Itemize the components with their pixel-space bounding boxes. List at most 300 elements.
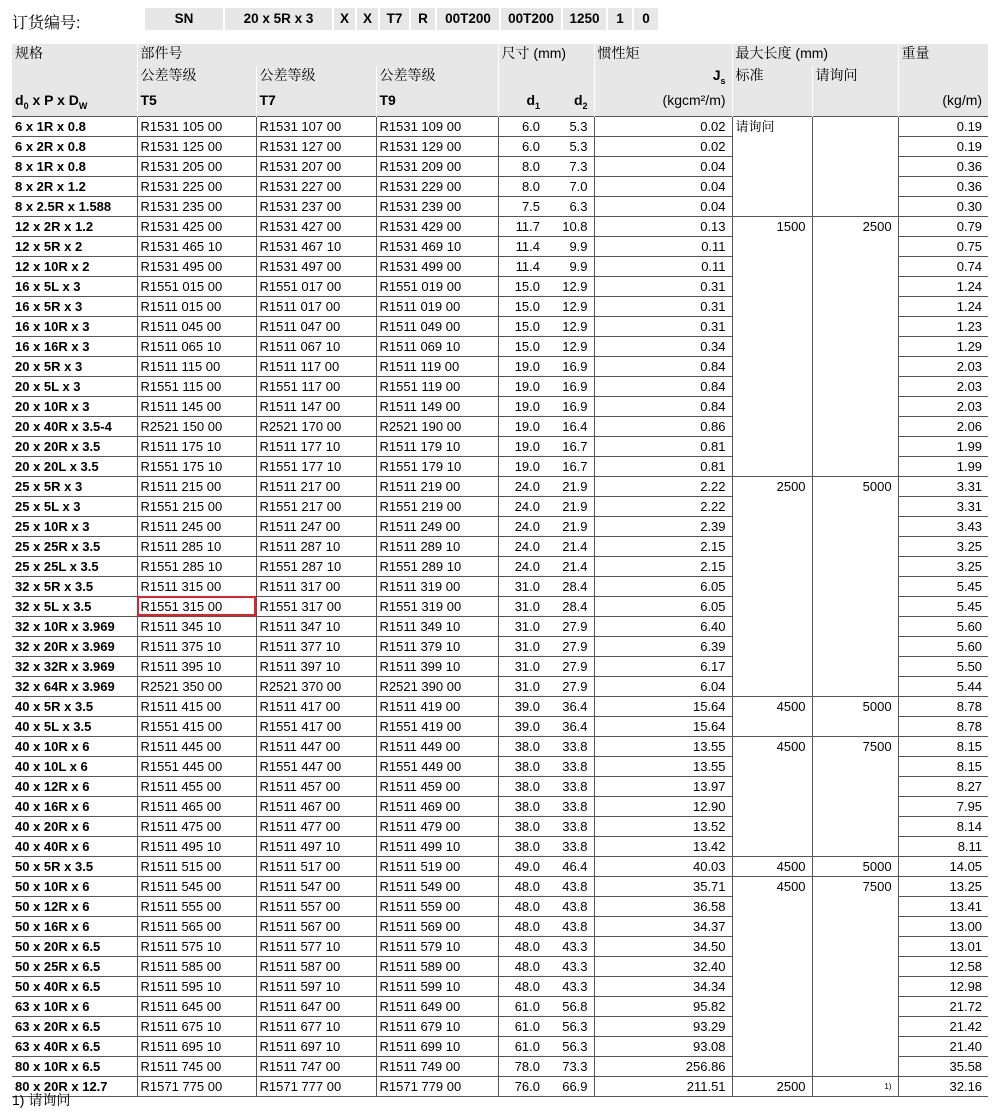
cell-inertia: 32.40 [594, 956, 732, 976]
cell-part-t5: R1551 015 00 [137, 276, 256, 296]
cell-d2: 33.8 [546, 756, 594, 776]
cell-length-ask: 5000 [812, 856, 898, 876]
cell-inertia: 6.17 [594, 656, 732, 676]
cell-part-t9: R1551 219 00 [376, 496, 498, 516]
cell-d2: 73.3 [546, 1056, 594, 1076]
cell-part-t9: R1511 499 10 [376, 836, 498, 856]
cell-d2: 56.3 [546, 1036, 594, 1056]
cell-part-t9: R1551 179 10 [376, 456, 498, 476]
cell-part-t7: R1511 047 00 [256, 316, 376, 336]
cell-part-t7: R1531 127 00 [256, 136, 376, 156]
cell-part-t7: R1551 287 10 [256, 556, 376, 576]
cell-part-t5: R1511 575 10 [137, 936, 256, 956]
cell-d1: 24.0 [498, 496, 546, 516]
cell-weight: 1.29 [898, 336, 988, 356]
cell-d1: 38.0 [498, 736, 546, 756]
cell-weight: 5.50 [898, 656, 988, 676]
cell-part-t7: R1511 647 00 [256, 996, 376, 1016]
cell-d1: 8.0 [498, 156, 546, 176]
cell-part-t9: R1511 019 00 [376, 296, 498, 316]
cell-inertia: 0.84 [594, 376, 732, 396]
cell-part-t7: R1511 517 00 [256, 856, 376, 876]
cell-d2: 16.7 [546, 456, 594, 476]
cell-d2: 43.3 [546, 956, 594, 976]
cell-weight: 13.01 [898, 936, 988, 956]
cell-inertia: 0.31 [594, 276, 732, 296]
cell-part-t9: R2521 190 00 [376, 416, 498, 436]
cell-inertia: 6.05 [594, 576, 732, 596]
cell-part-t5: R1551 315 00 [137, 596, 256, 616]
cell-weight: 0.36 [898, 176, 988, 196]
cell-inertia: 0.31 [594, 296, 732, 316]
cell-part-t9: R1511 549 00 [376, 876, 498, 896]
cell-spec: 40 x 5R x 3.5 [12, 696, 137, 716]
cell-part-t7: R1511 397 10 [256, 656, 376, 676]
cell-part-t7: R1511 377 10 [256, 636, 376, 656]
cell-spec: 32 x 32R x 3.969 [12, 656, 137, 676]
table-row [12, 216, 988, 236]
header-inertia-unit: (kgcm²/m) [594, 91, 732, 116]
footnote: 1) 请询问 [12, 1092, 71, 1108]
cell-part-t5: R1551 415 00 [137, 716, 256, 736]
cell-part-t5: R1551 215 00 [137, 496, 256, 516]
cell-weight: 5.44 [898, 676, 988, 696]
cell-inertia: 12.90 [594, 796, 732, 816]
cell-d1: 38.0 [498, 796, 546, 816]
cell-inertia: 0.13 [594, 216, 732, 236]
cell-length-ask: 5000 [812, 696, 898, 736]
cell-part-t7: R1511 467 00 [256, 796, 376, 816]
cell-weight: 1.24 [898, 296, 988, 316]
cell-part-t9: R1511 399 10 [376, 656, 498, 676]
cell-d1: 24.0 [498, 556, 546, 576]
cell-d1: 38.0 [498, 776, 546, 796]
cell-spec: 32 x 5L x 3.5 [12, 596, 137, 616]
cell-d2: 56.8 [546, 996, 594, 1016]
cell-part-t7: R1511 477 00 [256, 816, 376, 836]
cell-part-t9: R1551 419 00 [376, 716, 498, 736]
cell-spec: 16 x 5R x 3 [12, 296, 137, 316]
cell-part-t9: R1511 249 00 [376, 516, 498, 536]
cell-d2: 56.3 [546, 1016, 594, 1036]
cell-part-t9: R1511 589 00 [376, 956, 498, 976]
cell-part-t9: R1531 209 00 [376, 156, 498, 176]
cell-part-t9: R1511 149 00 [376, 396, 498, 416]
cell-inertia: 0.11 [594, 236, 732, 256]
cell-spec: 32 x 10R x 3.969 [12, 616, 137, 636]
cell-part-t7: R1531 107 00 [256, 116, 376, 136]
cell-part-t5: R2521 150 00 [137, 416, 256, 436]
cell-part-t7: R1511 697 10 [256, 1036, 376, 1056]
cell-inertia: 6.05 [594, 596, 732, 616]
cell-part-t7: R1511 587 00 [256, 956, 376, 976]
cell-d1: 49.0 [498, 856, 546, 876]
header-spec-unit: $d_0$ x P x $D_W$ [12, 91, 137, 116]
header-blank [546, 66, 594, 91]
cell-d1: 8.0 [498, 176, 546, 196]
cell-part-t9: R1511 519 00 [376, 856, 498, 876]
cell-d2: 5.3 [546, 136, 594, 156]
table-row [12, 736, 988, 756]
cell-part-t7: R1511 247 00 [256, 516, 376, 536]
table-row [12, 696, 988, 716]
cell-inertia: 6.40 [594, 616, 732, 636]
cell-inertia: 2.22 [594, 476, 732, 496]
cell-part-t7: R1531 427 00 [256, 216, 376, 236]
cell-part-t7: R1511 217 00 [256, 476, 376, 496]
cell-spec: 50 x 20R x 6.5 [12, 936, 137, 956]
cell-part-t7: R1511 577 10 [256, 936, 376, 956]
cell-part-t5: R1531 235 00 [137, 196, 256, 216]
cell-d1: 48.0 [498, 976, 546, 996]
cell-part-t9: R1511 649 00 [376, 996, 498, 1016]
cell-weight: 5.60 [898, 616, 988, 636]
cell-inertia: 0.34 [594, 336, 732, 356]
cell-d2: 12.9 [546, 316, 594, 336]
cell-d2: 43.3 [546, 976, 594, 996]
cell-spec: 32 x 20R x 3.969 [12, 636, 137, 656]
cell-part-t7: R1511 597 10 [256, 976, 376, 996]
header-ask: 请询问 [812, 66, 898, 91]
cell-part-t9: R1511 569 00 [376, 916, 498, 936]
cell-d2: 43.8 [546, 876, 594, 896]
cell-part-t5: R1531 465 10 [137, 236, 256, 256]
cell-part-t7: R1511 567 00 [256, 916, 376, 936]
cell-inertia: 0.84 [594, 396, 732, 416]
cell-part-t5: R1531 425 00 [137, 216, 256, 236]
cell-d2: 27.9 [546, 676, 594, 696]
cell-d1: 38.0 [498, 756, 546, 776]
order-code-cell: X [334, 8, 355, 30]
cell-d2: 43.8 [546, 916, 594, 936]
cell-weight: 0.19 [898, 136, 988, 156]
cell-length-standard: 1500 [732, 216, 812, 476]
cell-part-t7: R1551 447 00 [256, 756, 376, 776]
cell-weight: 13.41 [898, 896, 988, 916]
cell-part-t7: R1511 287 10 [256, 536, 376, 556]
cell-part-t5: R1511 445 00 [137, 736, 256, 756]
cell-weight: 3.31 [898, 476, 988, 496]
cell-d1: 48.0 [498, 896, 546, 916]
cell-inertia: 13.55 [594, 736, 732, 756]
cell-weight: 8.15 [898, 756, 988, 776]
cell-part-t9: R2521 390 00 [376, 676, 498, 696]
cell-part-t5: R1511 215 00 [137, 476, 256, 496]
cell-part-t7: R1551 017 00 [256, 276, 376, 296]
cell-inertia: 93.29 [594, 1016, 732, 1036]
cell-part-t5: R1511 175 10 [137, 436, 256, 456]
cell-d2: 33.8 [546, 796, 594, 816]
cell-spec: 50 x 12R x 6 [12, 896, 137, 916]
cell-part-t7: R1531 227 00 [256, 176, 376, 196]
cell-weight: 12.98 [898, 976, 988, 996]
cell-inertia: 2.15 [594, 536, 732, 556]
cell-part-t7: R1511 067 10 [256, 336, 376, 356]
cell-part-t5: R1511 415 00 [137, 696, 256, 716]
cell-spec: 16 x 16R x 3 [12, 336, 137, 356]
cell-part-t7: R1551 317 00 [256, 596, 376, 616]
cell-d2: 33.8 [546, 816, 594, 836]
cell-length-ask: 7500 [812, 876, 898, 1076]
cell-part-t7: R1531 497 00 [256, 256, 376, 276]
cell-part-t9: R1531 229 00 [376, 176, 498, 196]
cell-d1: 31.0 [498, 596, 546, 616]
cell-d2: 12.9 [546, 296, 594, 316]
cell-d2: 33.8 [546, 776, 594, 796]
header-t5: T5 [137, 91, 256, 116]
header-blank [12, 66, 137, 91]
cell-part-t7: R1511 677 10 [256, 1016, 376, 1036]
cell-inertia: 0.81 [594, 456, 732, 476]
cell-part-t9: R1511 559 00 [376, 896, 498, 916]
cell-d2: 7.3 [546, 156, 594, 176]
cell-part-t9: R1531 129 00 [376, 136, 498, 156]
cell-d2: 33.8 [546, 736, 594, 756]
cell-weight: 14.05 [898, 856, 988, 876]
cell-spec: 32 x 5R x 3.5 [12, 576, 137, 596]
cell-d1: 15.0 [498, 316, 546, 336]
cell-part-t7: R1531 237 00 [256, 196, 376, 216]
cell-part-t7: R1511 497 10 [256, 836, 376, 856]
cell-inertia: 6.04 [594, 676, 732, 696]
cell-part-t7: R1551 217 00 [256, 496, 376, 516]
cell-inertia: 13.52 [594, 816, 732, 836]
cell-inertia: 13.97 [594, 776, 732, 796]
cell-inertia: 0.31 [594, 316, 732, 336]
cell-weight: 2.03 [898, 356, 988, 376]
cell-weight: 21.42 [898, 1016, 988, 1036]
cell-part-t9: R1511 699 10 [376, 1036, 498, 1056]
cell-spec: 20 x 5R x 3 [12, 356, 137, 376]
cell-part-t7: R2521 370 00 [256, 676, 376, 696]
cell-part-t5: R1511 285 10 [137, 536, 256, 556]
cell-part-t9: R1511 749 00 [376, 1056, 498, 1076]
cell-d2: 16.7 [546, 436, 594, 456]
cell-part-t9: R1511 599 10 [376, 976, 498, 996]
cell-weight: 3.31 [898, 496, 988, 516]
cell-weight: 21.72 [898, 996, 988, 1016]
cell-d2: 21.4 [546, 536, 594, 556]
cell-d1: 19.0 [498, 456, 546, 476]
cell-d2: 9.9 [546, 236, 594, 256]
cell-inertia: 6.39 [594, 636, 732, 656]
cell-weight: 13.25 [898, 876, 988, 896]
header-blank [498, 66, 546, 91]
cell-part-t9: R1551 449 00 [376, 756, 498, 776]
cell-d2: 16.9 [546, 356, 594, 376]
cell-inertia: 0.84 [594, 356, 732, 376]
cell-part-t9: R1511 469 00 [376, 796, 498, 816]
cell-d2: 28.4 [546, 596, 594, 616]
cell-spec: 25 x 25L x 3.5 [12, 556, 137, 576]
cell-part-t5: R1531 225 00 [137, 176, 256, 196]
cell-inertia: 15.64 [594, 696, 732, 716]
cell-part-t9: R1571 779 00 [376, 1076, 498, 1096]
order-code-cell: 00T200 [437, 8, 499, 30]
header-standard: 标准 [732, 66, 812, 91]
cell-spec: 50 x 16R x 6 [12, 916, 137, 936]
cell-weight: 0.75 [898, 236, 988, 256]
cell-d1: 6.0 [498, 136, 546, 156]
header-blank [812, 91, 898, 116]
header-max-length: 最大长度 (mm) [732, 44, 898, 66]
cell-part-t9: R1511 449 00 [376, 736, 498, 756]
cell-part-t5: R1551 115 00 [137, 376, 256, 396]
cell-length-standard: 请询问 [732, 116, 812, 216]
cell-spec: 6 x 1R x 0.8 [12, 116, 137, 136]
cell-part-t7: R1551 117 00 [256, 376, 376, 396]
cell-weight: 0.19 [898, 116, 988, 136]
header-tolerance-t5: 公差等级 [137, 66, 256, 91]
cell-inertia: 0.02 [594, 136, 732, 156]
cell-d2: 21.9 [546, 476, 594, 496]
cell-d2: 16.9 [546, 396, 594, 416]
cell-d2: 16.4 [546, 416, 594, 436]
cell-spec: 63 x 20R x 6.5 [12, 1016, 137, 1036]
cell-d1: 61.0 [498, 1036, 546, 1056]
cell-part-t7: R1511 457 00 [256, 776, 376, 796]
cell-d2: 21.9 [546, 516, 594, 536]
cell-part-t9: R1511 049 00 [376, 316, 498, 336]
header-d1: $d_1$ [498, 91, 546, 116]
cell-part-t5: R1531 125 00 [137, 136, 256, 156]
cell-d1: 15.0 [498, 336, 546, 356]
cell-spec: 50 x 25R x 6.5 [12, 956, 137, 976]
cell-weight: 8.78 [898, 716, 988, 736]
cell-d2: 36.4 [546, 716, 594, 736]
cell-part-t5: R1511 745 00 [137, 1056, 256, 1076]
cell-d1: 24.0 [498, 516, 546, 536]
cell-inertia: 34.50 [594, 936, 732, 956]
order-code-label: 订货编号: [12, 15, 81, 32]
cell-spec: 50 x 10R x 6 [12, 876, 137, 896]
cell-d1: 15.0 [498, 276, 546, 296]
cell-inertia: 256.86 [594, 1056, 732, 1076]
cell-spec: 63 x 10R x 6 [12, 996, 137, 1016]
header-tolerance-t9: 公差等级 [376, 66, 498, 91]
cell-d1: 48.0 [498, 936, 546, 956]
cell-part-t7: R1551 417 00 [256, 716, 376, 736]
cell-spec: 40 x 20R x 6 [12, 816, 137, 836]
header-dimensions: 尺寸 (mm) [498, 44, 594, 66]
cell-d2: 10.8 [546, 216, 594, 236]
cell-d1: 15.0 [498, 296, 546, 316]
cell-part-t9: R1511 289 10 [376, 536, 498, 556]
cell-d2: 12.9 [546, 276, 594, 296]
header-tolerance-t7: 公差等级 [256, 66, 376, 91]
cell-part-t7: R1511 317 00 [256, 576, 376, 596]
cell-length-standard: 4500 [732, 736, 812, 856]
cell-length-standard: 4500 [732, 876, 812, 1076]
cell-length-standard: 2500 [732, 1076, 812, 1096]
cell-part-t7: R1511 347 10 [256, 616, 376, 636]
header-blank [898, 66, 988, 91]
cell-weight: 1.23 [898, 316, 988, 336]
cell-weight: 32.16 [898, 1076, 988, 1096]
cell-weight: 1.99 [898, 436, 988, 456]
cell-inertia: 95.82 [594, 996, 732, 1016]
cell-part-t9: R1531 239 00 [376, 196, 498, 216]
cell-inertia: 0.02 [594, 116, 732, 136]
cell-inertia: 15.64 [594, 716, 732, 736]
table-row [12, 116, 988, 136]
cell-spec: 20 x 40R x 3.5-4 [12, 416, 137, 436]
cell-d2: 21.4 [546, 556, 594, 576]
cell-d1: 31.0 [498, 676, 546, 696]
cell-length-ask: 2500 [812, 216, 898, 476]
cell-spec: 25 x 5L x 3 [12, 496, 137, 516]
cell-spec: 6 x 2R x 0.8 [12, 136, 137, 156]
cell-d1: 31.0 [498, 656, 546, 676]
cell-part-t9: R1551 319 00 [376, 596, 498, 616]
cell-spec: 20 x 20L x 3.5 [12, 456, 137, 476]
cell-length-ask: 5000 [812, 476, 898, 696]
cell-d1: 31.0 [498, 616, 546, 636]
cell-part-t5: R1511 515 00 [137, 856, 256, 876]
cell-part-t5: R1551 445 00 [137, 756, 256, 776]
cell-weight: 0.36 [898, 156, 988, 176]
cell-d1: 61.0 [498, 1016, 546, 1036]
cell-weight: 8.11 [898, 836, 988, 856]
cell-d1: 19.0 [498, 396, 546, 416]
cell-part-t5: R1511 115 00 [137, 356, 256, 376]
order-code-cell: X [357, 8, 378, 30]
cell-part-t7: R1511 557 00 [256, 896, 376, 916]
cell-d1: 11.4 [498, 256, 546, 276]
cell-d1: 31.0 [498, 576, 546, 596]
cell-spec: 40 x 5L x 3.5 [12, 716, 137, 736]
cell-part-t5: R1511 065 10 [137, 336, 256, 356]
cell-length-standard: 2500 [732, 476, 812, 696]
cell-weight: 5.45 [898, 596, 988, 616]
cell-spec: 12 x 10R x 2 [12, 256, 137, 276]
order-code-cell: 1 [608, 8, 632, 30]
cell-part-t9: R1511 069 10 [376, 336, 498, 356]
cell-weight: 2.03 [898, 396, 988, 416]
cell-part-t5: R1531 205 00 [137, 156, 256, 176]
cell-part-t9: R1511 679 10 [376, 1016, 498, 1036]
cell-length-ask: 1) [812, 1076, 898, 1096]
cell-length-ask: 7500 [812, 736, 898, 856]
cell-part-t7: R1511 147 00 [256, 396, 376, 416]
cell-d1: 19.0 [498, 376, 546, 396]
cell-weight: 8.14 [898, 816, 988, 836]
cell-d1: 31.0 [498, 636, 546, 656]
cell-length-standard: 4500 [732, 696, 812, 736]
cell-inertia: 211.51 [594, 1076, 732, 1096]
cell-d2: 16.9 [546, 376, 594, 396]
cell-spec: 80 x 10R x 6.5 [12, 1056, 137, 1076]
cell-spec: 50 x 5R x 3.5 [12, 856, 137, 876]
cell-spec: 40 x 12R x 6 [12, 776, 137, 796]
cell-part-t5: R1551 175 10 [137, 456, 256, 476]
header-part-number: 部件号 [137, 44, 498, 66]
header-weight: 重量 [898, 44, 988, 66]
cell-part-t5: R1511 245 00 [137, 516, 256, 536]
cell-spec: 40 x 10L x 6 [12, 756, 137, 776]
screw-spec-table [12, 44, 988, 1097]
cell-d1: 7.5 [498, 196, 546, 216]
order-code-cell: 1250 [563, 8, 606, 30]
cell-d1: 39.0 [498, 716, 546, 736]
cell-spec: 20 x 5L x 3 [12, 376, 137, 396]
cell-d1: 48.0 [498, 956, 546, 976]
header-weight-unit: (kg/m) [898, 91, 988, 116]
cell-part-t5: R1511 395 10 [137, 656, 256, 676]
cell-spec: 25 x 5R x 3 [12, 476, 137, 496]
cell-part-t5: R1511 345 10 [137, 616, 256, 636]
cell-part-t5: R2521 350 00 [137, 676, 256, 696]
